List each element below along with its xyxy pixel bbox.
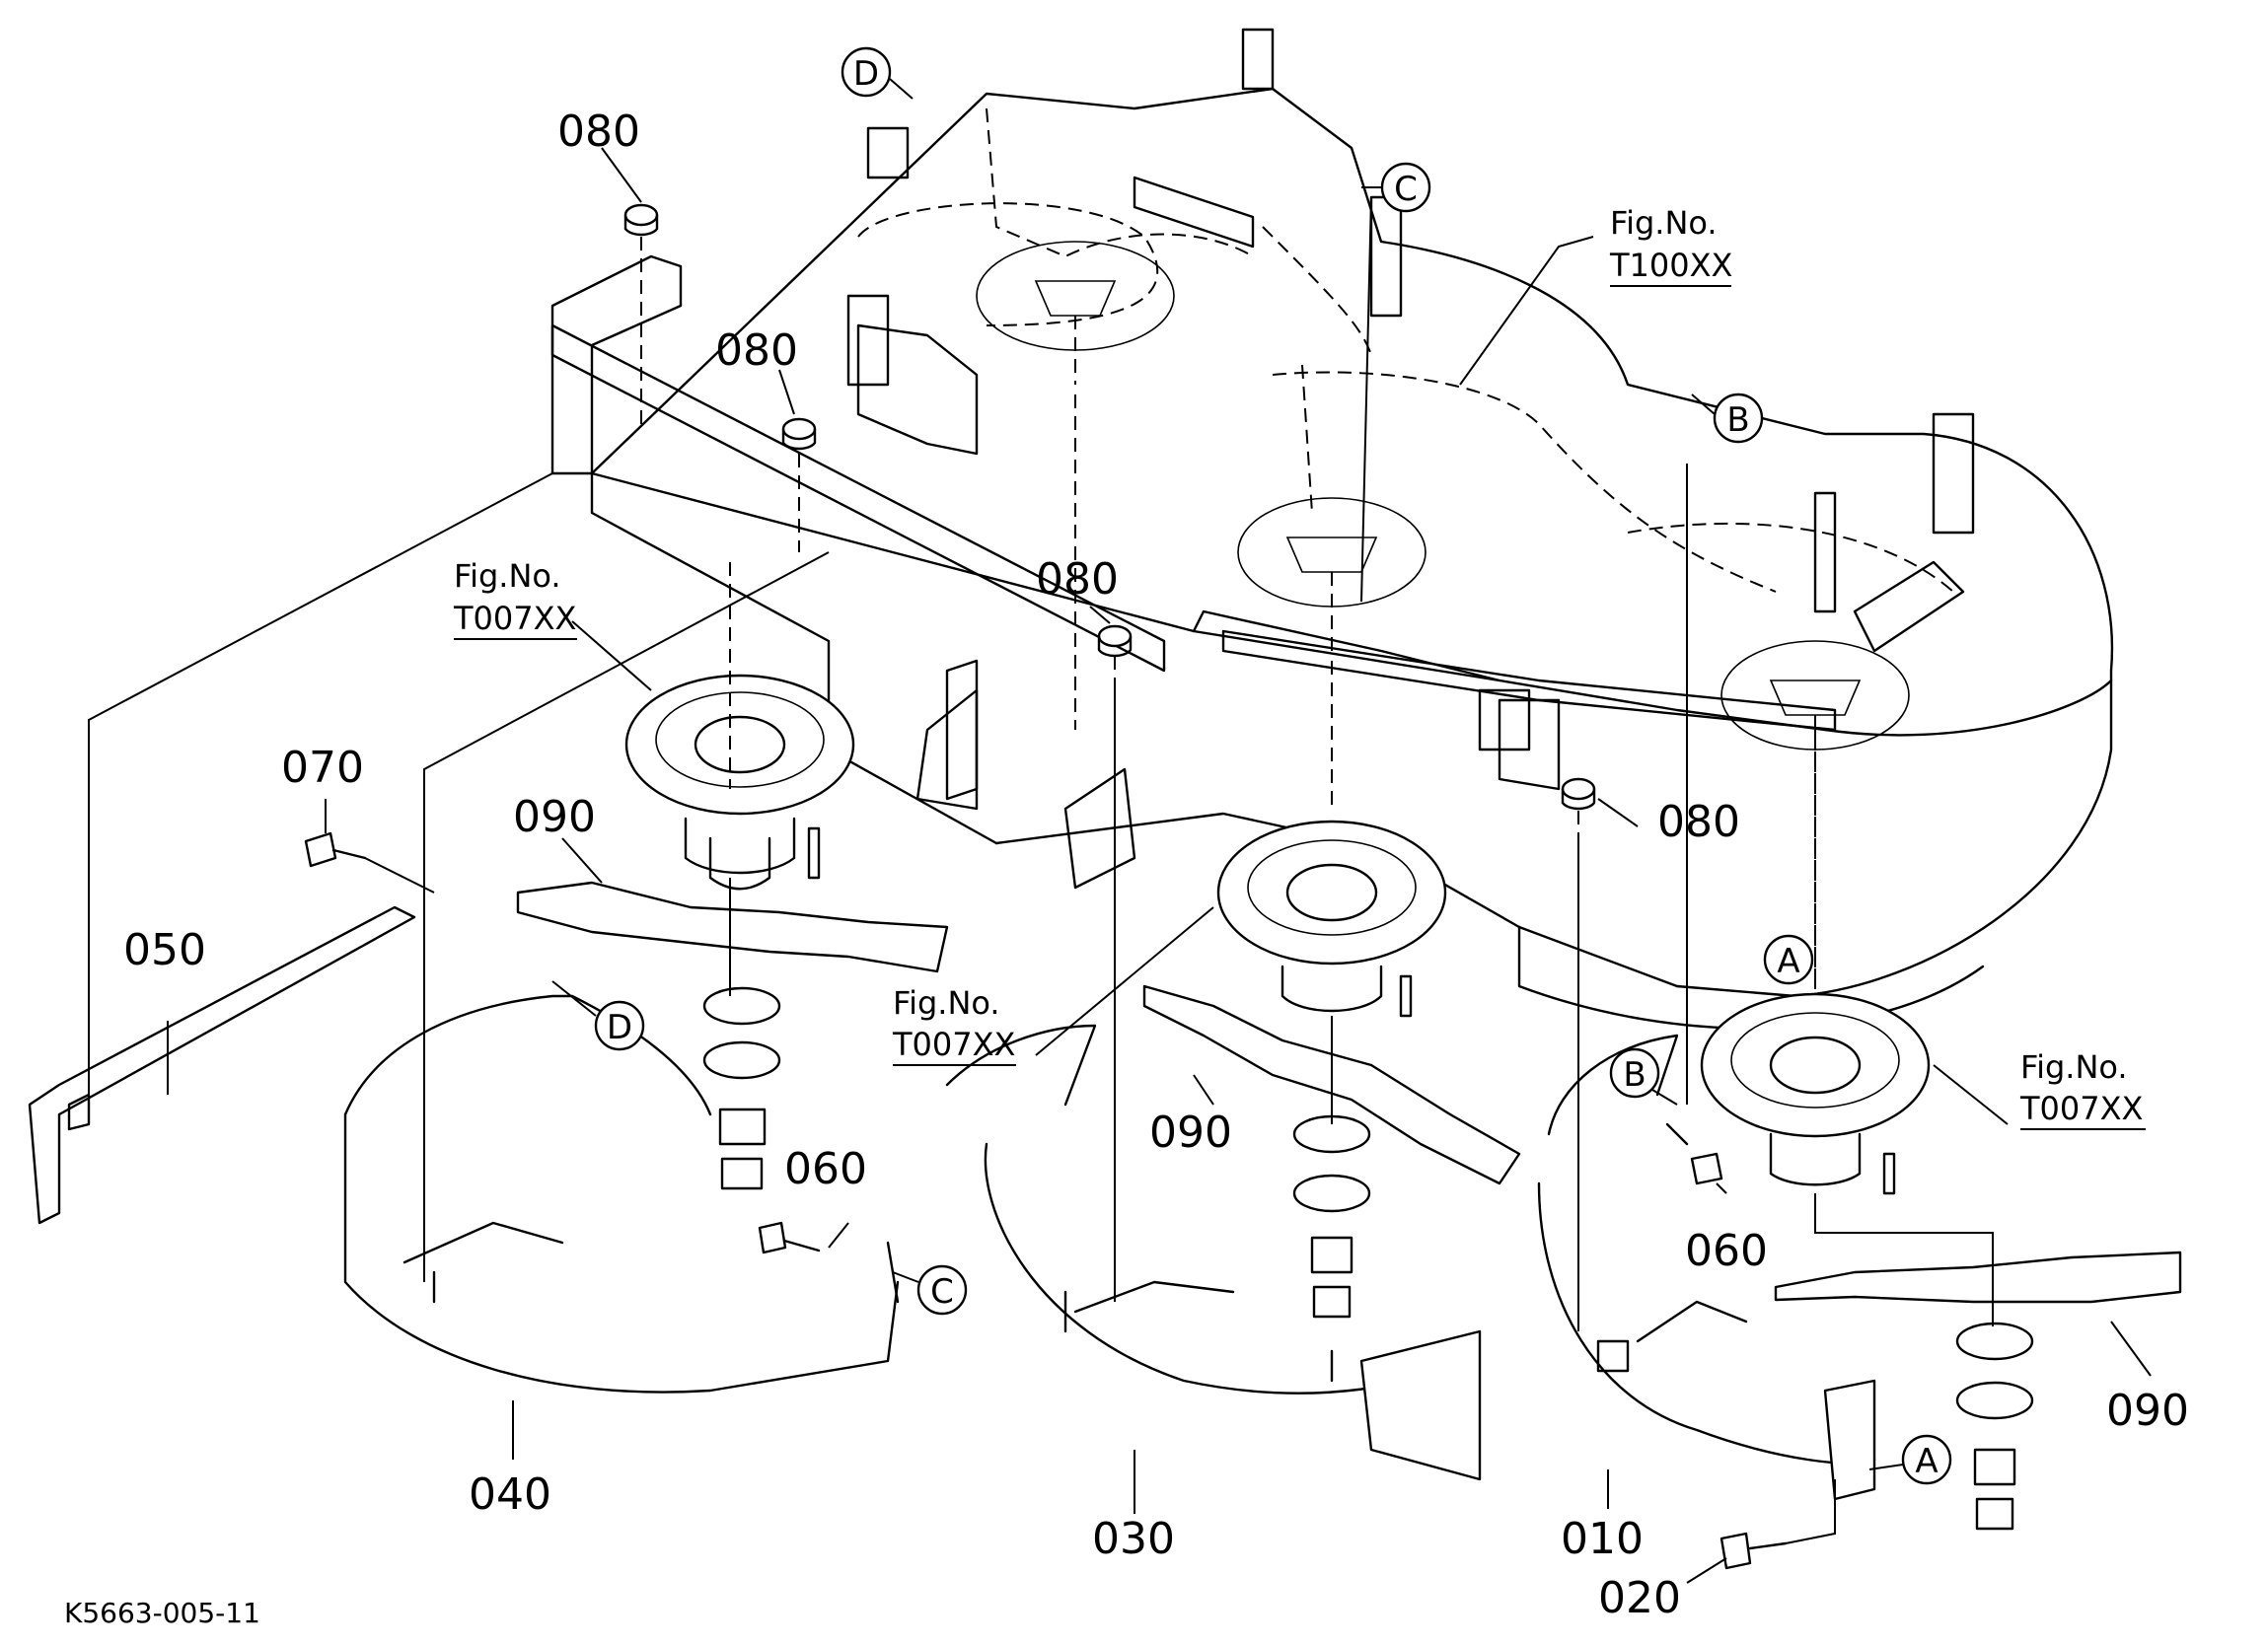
svg-text:Fig.No.: Fig.No. [2020, 1048, 2128, 1086]
label-070: 070 [281, 743, 364, 793]
bolt-060-left [760, 1223, 819, 1252]
svg-text:Fig.No.: Fig.No. [1610, 204, 1718, 242]
label-010: 010 [1561, 1514, 1644, 1564]
hex-nut-080-a [625, 205, 657, 235]
left-side-plate-050 [30, 907, 414, 1223]
label-090-right: 090 [2106, 1386, 2189, 1436]
label-030: 030 [1092, 1514, 1175, 1564]
hex-nut-080-b [783, 419, 815, 449]
label-080-d: 080 [1657, 797, 1740, 847]
label-060-left: 060 [784, 1144, 867, 1194]
connector-b-baffle [1611, 1049, 1677, 1105]
svg-text:T007XX: T007XX [454, 600, 577, 637]
part-labels [123, 107, 2189, 1623]
connector-d-top [842, 48, 913, 99]
svg-text:A: A [1777, 942, 1800, 981]
svg-text:C: C [1394, 170, 1418, 209]
svg-text:T100XX: T100XX [1610, 247, 1733, 284]
label-020: 020 [1598, 1573, 1681, 1623]
fig-ref-spindle-center [892, 984, 1016, 1065]
fig-ref-deck [1609, 204, 1732, 286]
svg-text:Fig.No.: Fig.No. [454, 557, 561, 595]
callout-leaders [168, 148, 2151, 1583]
label-090-left: 090 [513, 792, 596, 842]
connector-d-baffle [552, 981, 643, 1049]
left-spindle-assembly [518, 676, 947, 1188]
label-080-a: 080 [557, 107, 640, 157]
svg-text:D: D [852, 54, 880, 94]
bolt-020 [1721, 1534, 1786, 1568]
label-080-c: 080 [1036, 554, 1119, 605]
svg-text:D: D [606, 1008, 633, 1047]
connector-a-baffle [1869, 1436, 1950, 1483]
connector-c-baffle [893, 1266, 966, 1314]
svg-text:T007XX: T007XX [2020, 1090, 2144, 1127]
label-060-right: 060 [1685, 1226, 1768, 1276]
hex-nut-080-d [1563, 779, 1594, 809]
svg-text:Fig.No.: Fig.No. [893, 984, 1000, 1022]
svg-text:T007XX: T007XX [893, 1026, 1016, 1063]
assembly-lines [89, 197, 1993, 1543]
svg-text:B: B [1623, 1055, 1646, 1095]
label-050: 050 [123, 925, 206, 975]
bolt-060-right [1667, 1124, 1721, 1183]
label-080-b: 080 [715, 325, 798, 376]
fig-ref-spindle-right [2019, 1048, 2146, 1129]
label-090-center: 090 [1149, 1108, 1232, 1158]
connector-a-deck [1765, 936, 1812, 983]
label-040: 040 [469, 1469, 551, 1520]
svg-text:A: A [1915, 1442, 1939, 1481]
drawing-code: K5663-005-11 [64, 1597, 260, 1629]
svg-text:C: C [930, 1272, 954, 1312]
fig-ref-spindle-left [453, 557, 577, 639]
bolt-070 [306, 833, 365, 866]
connector-b-top [1692, 394, 1762, 442]
svg-text:B: B [1726, 400, 1750, 440]
